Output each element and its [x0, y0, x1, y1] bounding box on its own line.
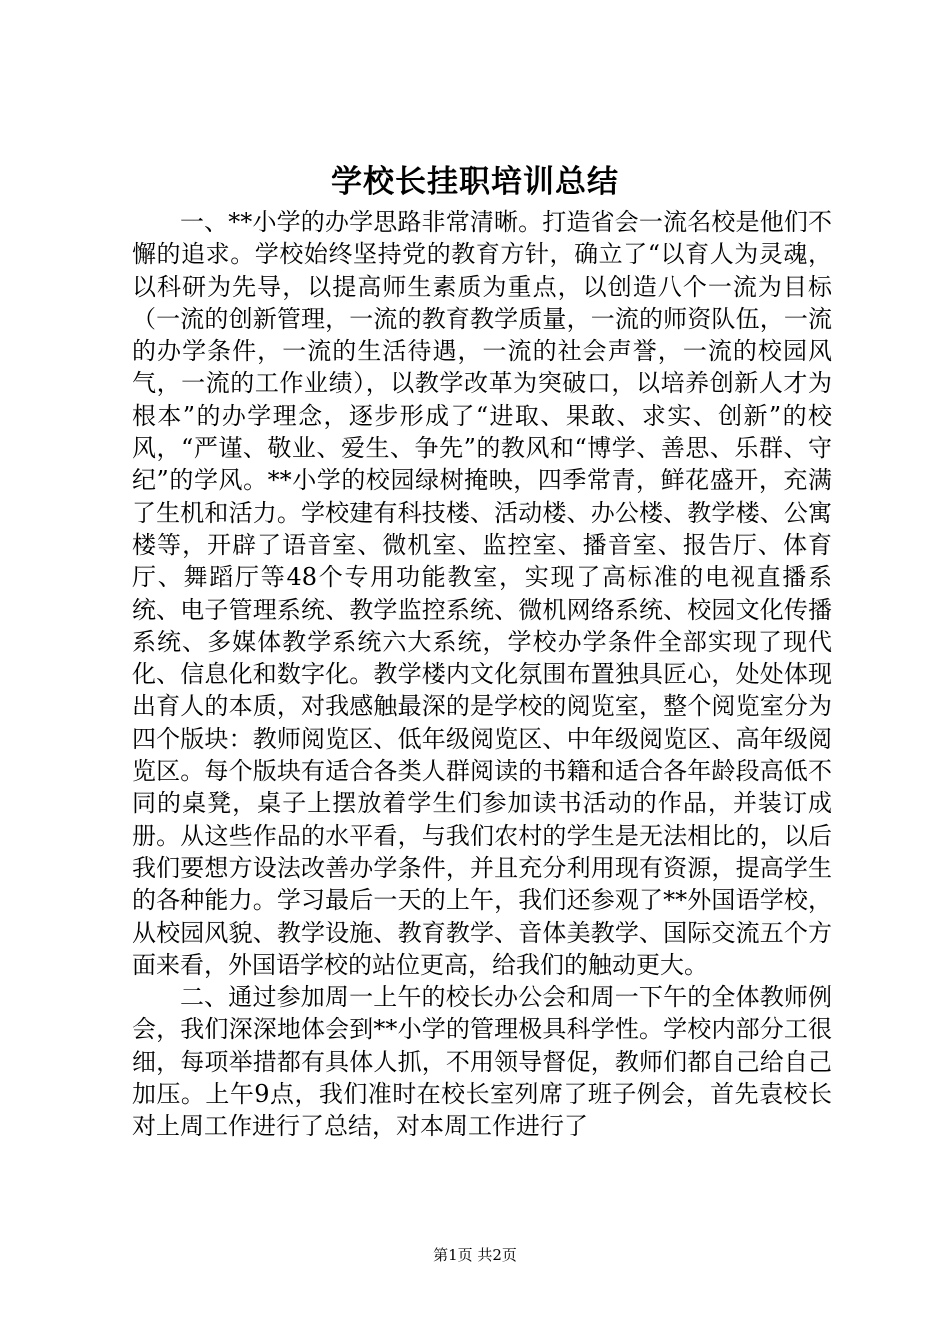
paragraph-1: 一、**小学的办学思路非常清晰。打造省会一流名校是他们不懈的追求。学校始终坚持党的教育方针，确立了“以育人为灵魂，以科研为先导，以提高师生素质为重点，以创造八个一流为目标（一流的创新管理，一流的教育教学质量，一流的师资队伍，一流的办学条件，一流的生活待遇，一流的社会声誉，一流的校园风气，一流的工作业绩），以教学改革为突破口，以培养创新人才为根本”的办学理念，逐步形成了“进取、果敢、求实、创新”的校风，“严谨、敬业、爱生、争先”的教风和“博学、善思、乐群、守纪”的学风。**小学的校园绿树掩映，四季常青，鲜花盛开，充满了生机和活力。学校建有科技楼、活动楼、办公楼、教学楼、公寓楼等，开辟了语音室、微机室、监控室、播音室、报告厅、体育厅、舞蹈厅等48个专用功能教室，实现了高标准的电视直播系统、电子管理系统、教学监控系统、微机网络系统、校园文化传播系统、多媒体教学系统六大系统，学校办学条件全部实现了现代化、信息化和数字化。教学楼内文化氛围布置独具匠心，处处体现出育人的本质，对我感触最深的是学校的阅览室，整个阅览室分为四个版块：教师阅览区、低年级阅览区、中年级阅览区、高年级阅览区。每个版块有适合各类人群阅读的书籍和适合各年龄段高低不同的桌凳，桌子上摆放着学生们参加读书活动的作品，并装订成册。从这些作品的水平看，与我们农村的学生是无法相比的，以后我们要想方设法改善办学条件，并且充分利用现有资源，提高学生的各种能力。学习最后一天的上午，我们还参观了**外国语学校，从校园风貌、教学设施、教育教学、音体美教学、国际交流五个方面来看，外国语学校的站位更高，给我们的触动更大。 — [132, 208, 832, 979]
paragraph-2: 二、通过参加周一上午的校长办公会和周一下午的全体教师例会，我们深深地体会到**小学的管理极具科学性。学校内部分工很细，每项举措都有具体人抓，不用领导督促，教师们都自己给自己加压。上午9点，我们准时在校长室列席了班子例会，首先袁校长对上周工作进行了总结，对本周工作进行了 — [132, 983, 832, 1141]
page-number-footer: 第1页 共2页 — [433, 1246, 517, 1264]
document-body — [132, 206, 832, 1143]
document-title: 学校长挂职培训总结 — [331, 164, 619, 200]
